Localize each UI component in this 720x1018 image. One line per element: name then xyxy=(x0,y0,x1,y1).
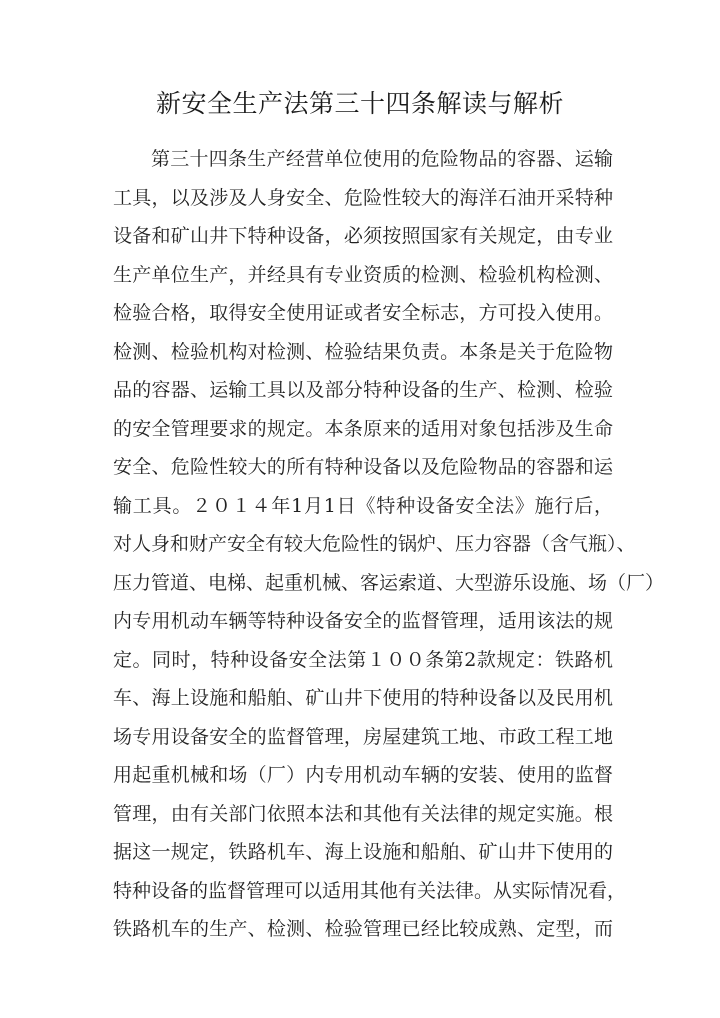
paragraph-line: 品的容器、运输工具以及部分特种设备的生产、检测、检验 xyxy=(113,379,613,401)
paragraph-line: 用起重机械和场（厂）内专用机动车辆的安装、使用的监督 xyxy=(113,764,613,786)
paragraph-line: 车、海上设施和船舶、矿山井下使用的特种设备以及民用机 xyxy=(113,687,613,709)
paragraph-line: 对人身和财产安全有较大危险性的锅炉、压力容器（含气瓶）、 xyxy=(113,533,636,555)
paragraph-line: 检测、检验机构对检测、检验结果负责。本条是关于危险物 xyxy=(113,340,613,363)
paragraph-line: 管理，由有关部门依照本法和其他有关法律的规定实施。根 xyxy=(113,802,613,825)
paragraph-line: 铁路机车的生产、检测、检验管理已经比较成熟、定型，而 xyxy=(113,918,613,940)
article-body xyxy=(113,140,665,949)
paragraph-line: 场专用设备安全的监督管理，房屋建筑工地、市政工程工地 xyxy=(113,725,613,748)
paragraph-line: 压力管道、电梯、起重机械、客运索道、大型游乐设施、场（厂） xyxy=(113,571,665,594)
paragraph-line: 据这一规定，铁路机车、海上设施和船舶、矿山井下使用的 xyxy=(113,841,613,863)
page-title: 新安全生产法第三十四条解读与解析 xyxy=(155,89,564,118)
paragraph-line: 内专用机动车辆等特种设备安全的监督管理，适用该法的规 xyxy=(113,610,613,632)
paragraph-line: 检验合格，取得安全使用证或者安全标志，方可投入使用。 xyxy=(113,302,613,324)
paragraph-line: 工具，以及涉及人身安全、危险性较大的海洋石油开采特种 xyxy=(113,186,613,209)
paragraph-line: 生产单位生产，并经具有专业资质的检测、检验机构检测、 xyxy=(113,263,613,286)
paragraph-line: 的安全管理要求的规定。本条原来的适用对象包括涉及生命 xyxy=(113,417,613,440)
paragraph-line: 定。同时，特种设备安全法第１００条第2款规定：铁路机 xyxy=(113,648,613,671)
paragraph-line: 第三十四条生产经营单位使用的危险物品的容器、运输 xyxy=(151,148,613,170)
paragraph-line: 特种设备的监督管理可以适用其他有关法律。从实际情况看， xyxy=(113,879,627,902)
paragraph-line: 安全、危险性较大的所有特种设备以及危险物品的容器和运 xyxy=(113,456,613,478)
paragraph-line: 输工具。２０１４年1月1日《特种设备安全法》施行后， xyxy=(113,494,613,517)
paragraph-line: 设备和矿山井下特种设备，必须按照国家有关规定，由专业 xyxy=(113,225,613,247)
